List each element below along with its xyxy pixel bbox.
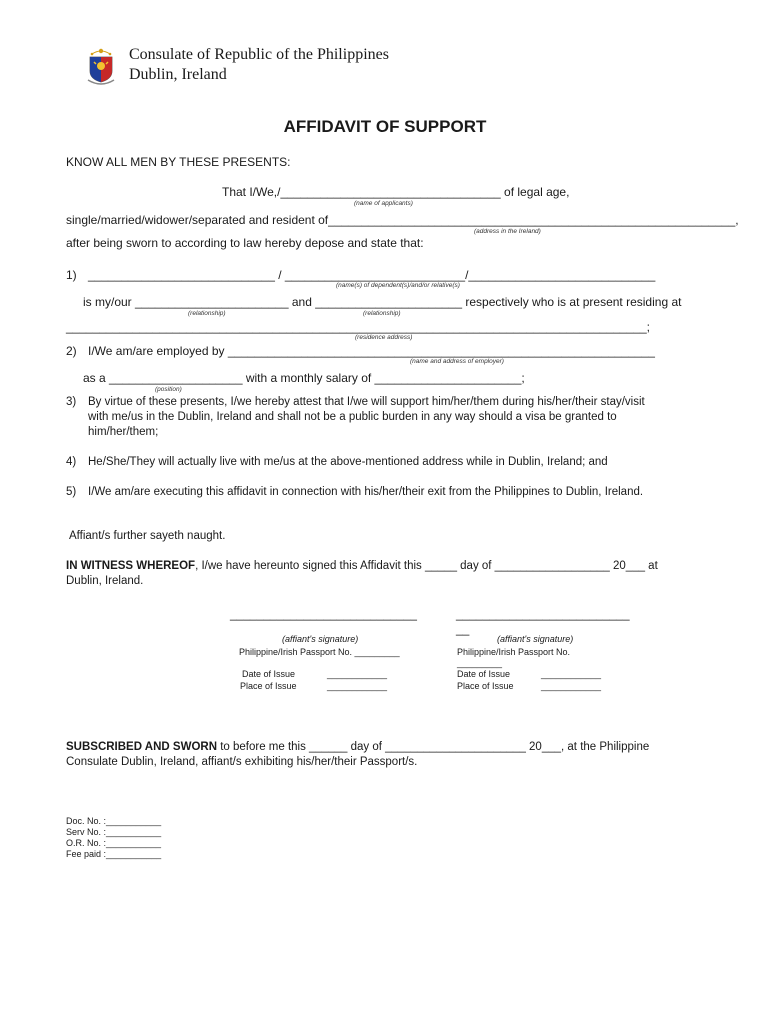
caption-relationship-1: (relationship) — [188, 310, 226, 317]
item-5-number: 5) — [66, 486, 77, 498]
left-place-label: Place of Issue — [240, 681, 297, 691]
item-2-employer-line: I/We am/are employed by ________________________________________________________________ — [88, 344, 655, 358]
consulate-name: Consulate of Republic of the Philippines — [129, 46, 389, 63]
right-signature-line: __________________________ — [456, 607, 630, 621]
serv-number: Serv No. :___________ — [66, 827, 162, 837]
left-date-label: Date of Issue — [242, 669, 296, 679]
fee-paid: Fee paid :___________ — [66, 849, 162, 859]
or-number: O.R. No. :___________ — [66, 838, 162, 848]
witness-heading: IN WITNESS WHEREOF — [66, 560, 196, 572]
item-2-position-line: as a ____________________ with a monthly salary of ______________________; — [83, 371, 525, 385]
sworn-line-1 — [66, 741, 649, 753]
item-3-line-1: By virtue of these presents, I/we hereby attest that I/we will support him/her/them during his/her/their stay/visit — [88, 396, 645, 408]
right-place-label: Place of Issue — [457, 681, 514, 691]
caption-address-ireland: (address in the Ireland) — [474, 228, 541, 235]
right-date-label: Date of Issue — [457, 669, 511, 679]
witness-line-2: Dublin, Ireland. — [66, 575, 144, 587]
caption-relationship-2: (relationship) — [363, 310, 401, 317]
left-passport: Philippine/Irish Passport No. _________ — [239, 647, 400, 657]
right-signature-label: (affiant's signature) — [497, 634, 574, 644]
consulate-city: Dublin, Ireland — [129, 66, 227, 83]
item-1-residence-line: _______________________________________________________________________________________; — [66, 320, 650, 334]
sworn-heading: SUBSCRIBED AND SWORN — [66, 741, 217, 753]
item-3-line-3: him/her/them; — [88, 426, 159, 438]
left-signature-label: (affiant's signature) — [282, 634, 359, 644]
item-4-text: He/She/They will actually live with me/us at the above-mentioned address while in Dublin, Ireland; and — [88, 456, 608, 468]
sayeth-text: Affiant/s further sayeth naught. — [69, 530, 226, 542]
caption-position: (position) — [155, 386, 182, 393]
item-4-number: 4) — [66, 456, 77, 468]
left-signature-line: ____________________________ — [230, 607, 417, 621]
right-place-value: ____________ — [541, 681, 602, 691]
item-5-text: I/We am/are executing this affidavit in connection with his/her/their exit from the Philippines to Dublin, Ireland. — [88, 486, 644, 498]
residence-line: single/married/widower/separated and resident of_____________________________________________________________, — [66, 213, 739, 227]
sworn-text: to before me this ______ day of ______________________ 20___, at the Philippine — [217, 741, 650, 753]
page-title: AFFIDAVIT OF SUPPORT — [283, 117, 487, 136]
witness-text: , I/we have hereunto signed this Affidavit this _____ day of __________________ 20___ at — [195, 560, 658, 572]
caption-names: (name(s) of dependent(s)/and/or relative(s) — [336, 282, 460, 289]
item-1-number: 1) — [66, 268, 77, 282]
item-1-names-line: ____________________________ / ___________________________/____________________________ — [88, 268, 656, 282]
left-place-value: ____________ — [327, 681, 388, 691]
item-3-number: 3) — [66, 396, 77, 408]
intro-text: KNOW ALL MEN BY THESE PRESENTS: — [66, 155, 291, 169]
philippine-seal-icon — [82, 44, 120, 86]
item-2-number: 2) — [66, 344, 77, 358]
sworn-line-2: Consulate Dublin, Ireland, affiant/s exhibiting his/her/their Passport/s. — [66, 756, 418, 768]
right-signature-line-2: __ — [456, 622, 470, 636]
witness-line-1 — [66, 560, 658, 572]
that-line: That I/We,/_________________________________ of legal age, — [222, 185, 570, 199]
doc-number: Doc. No. :___________ — [66, 816, 162, 826]
item-1-relationship-line: is my/our _______________________ and ______________________ respectively who is at present residing at — [83, 295, 682, 309]
right-passport: Philippine/Irish Passport No. — [457, 647, 571, 657]
sworn-statement: after being sworn to according to law hereby depose and state that: — [66, 236, 424, 250]
right-date-value: ____________ — [541, 669, 602, 679]
right-passport-blank: _________ — [457, 658, 503, 668]
caption-applicants: (name of applicants) — [354, 200, 413, 207]
caption-residence: (residence address) — [355, 334, 413, 341]
item-3-line-2: with me/us in the Dublin, Ireland and shall not be a public burden in any way should a visa be granted to — [88, 411, 617, 423]
caption-employer: (name and address of employer) — [410, 358, 504, 365]
left-date-value: ____________ — [327, 669, 388, 679]
